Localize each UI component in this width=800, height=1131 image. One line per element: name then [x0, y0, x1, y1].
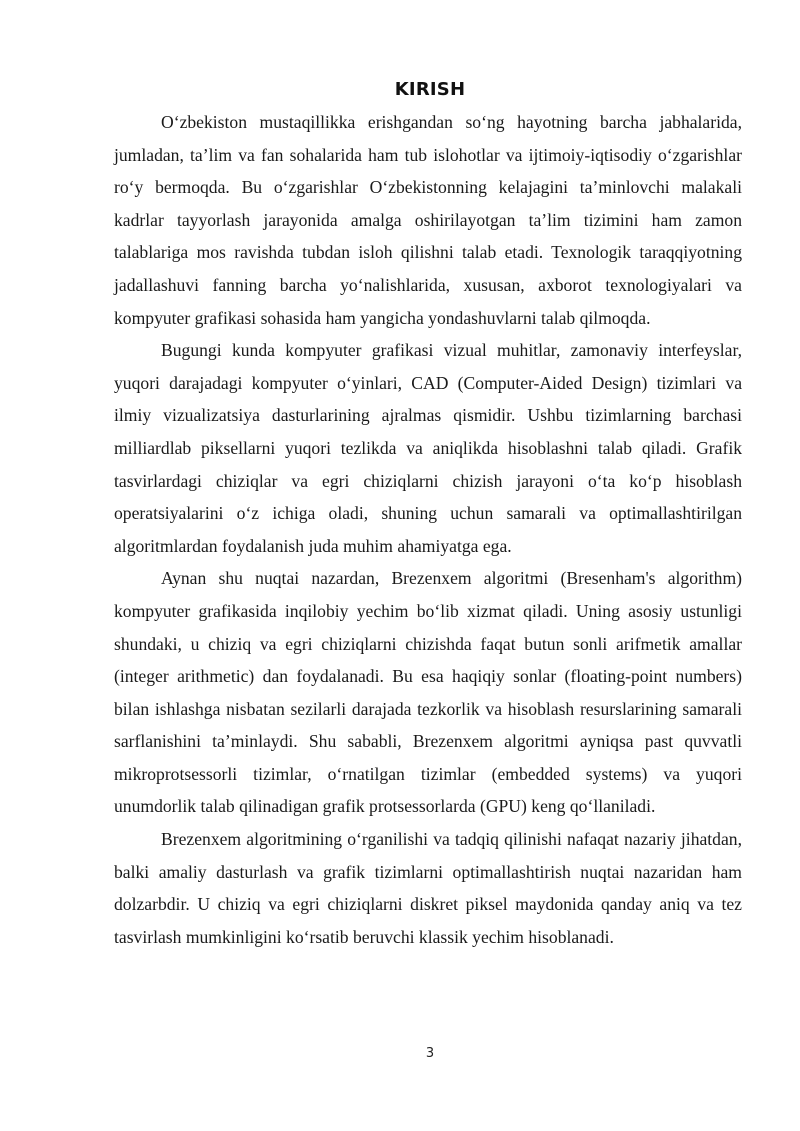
body-text: [114, 106, 742, 953]
paragraph-3: Aynan shu nuqtai nazardan, Brezenxem algoritmi (Bresenham's algorithm) kompyuter grafikasida inqilobiy yechim bo‘lib xizmat qiladi. Uning asosiy ustunligi shundaki, u chiziq va egri chiziqlarni chizishda faqat butun sonli arifmetik amallar (integer arithmetic) dan foydalanadi. Bu esa haqiqiy sonlar (floating-point numbers) bilan ishlashga nisbatan sezilarli darajada tezkorlik va hisoblash resurslarining samarali sarflanishini ta’minlaydi. Shu sababli, Brezenxem algoritmi ayniqsa past quvvatli mikroprotsessorli tizimlar, o‘rnatilgan tizimlar (embedded systems) va yuqori unumdorlik talab qilinadigan grafik protsessorlarda (GPU) keng qo‘llaniladi.: [114, 568, 742, 817]
section-title: KIRISH: [394, 79, 466, 100]
paragraph-1: O‘zbekiston mustaqillikka erishgandan so‘ng hayotning barcha jabhalarida, jumladan, ta’lim va fan sohalarida ham tub islohotlar va ijtimoiy-iqtisodiy o‘zgarishlar ro‘y bermoqda. Bu o‘zgarishlar O‘zbekistonning kelajagini ta’minlovchi malakali kadrlar tayyorlash jarayonida amalga oshirilayotgan ta’lim tizimini ham zamon talablariga mos ravishda tubdan isloh qilishni talab etadi. Texnologik taraqqiyotning jadallashuvi fanning barcha yo‘nalishlarida, xususan, axborot texnologiyalari va kompyuter grafikasi sohasida ham yangicha yondashuvlarni talab qilmoqda.: [114, 112, 742, 328]
paragraph-2: Bugungi kunda kompyuter grafikasi vizual muhitlar, zamonaviy interfeyslar, yuqori darajadagi kompyuter o‘yinlari, CAD (Computer-Aided Design) tizimlari va ilmiy vizualizatsiya dasturlarining ajralmas qismidir. Ushbu tizimlarning barchasi milliardlab piksellarni yuqori tezlikda va aniqlikda hisoblashni talab qiladi. Grafik tasvirlardagi chiziqlar va egri chiziqlarni chizish jarayoni o‘ta ko‘p hisoblash operatsiyalarini o‘z ichiga oladi, shuning uchun samarali va optimallashtirilgan algoritmlardan foydalanish juda muhim ahamiyatga ega.: [114, 340, 742, 556]
paragraph-4: Brezenxem algoritmining o‘rganilishi va tadqiq qilinishi nafaqat nazariy jihatdan, balki amaliy dasturlash va grafik tizimlarni optimallashtirish nuqtai nazaridan ham dolzarbdir. U chiziq va egri chiziqlarni diskret piksel maydonida qanday aniq va tez tasvirlash mumkinligini ko‘rsatib beruvchi klassik yechim hisoblanadi.: [114, 829, 742, 947]
page-number: 3: [425, 1046, 435, 1061]
